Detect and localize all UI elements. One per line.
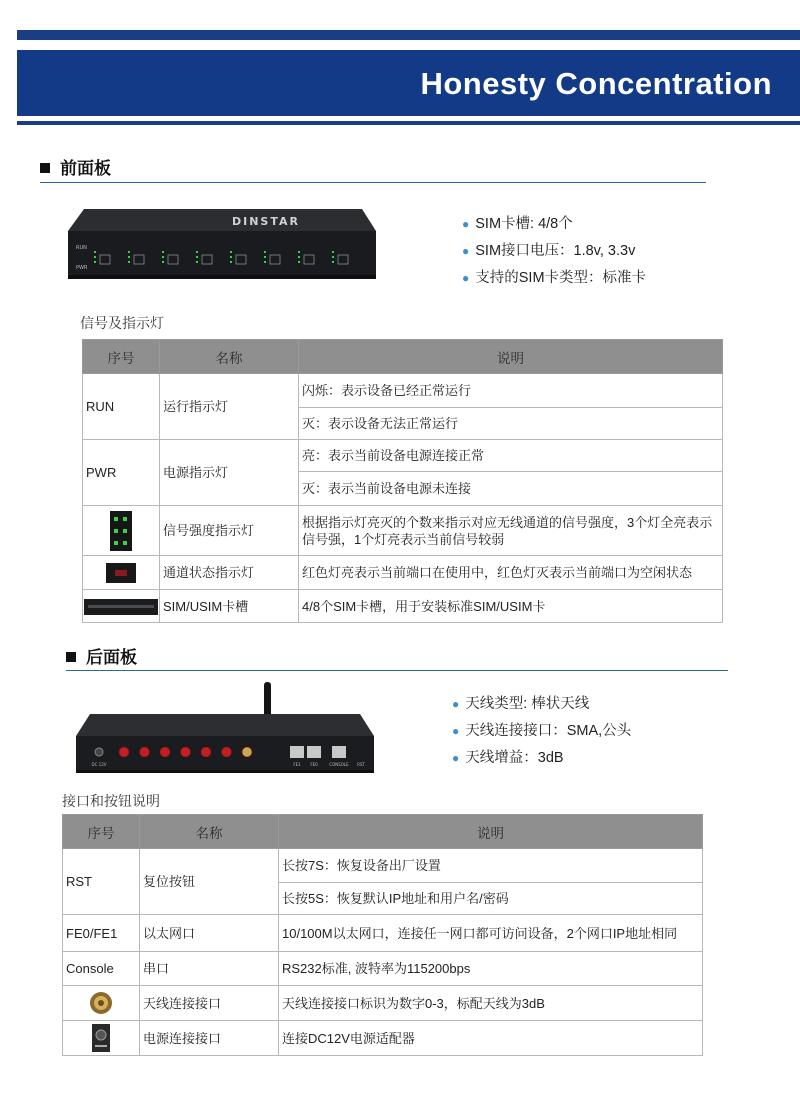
header-top-stripe bbox=[17, 30, 800, 40]
signal-led-mark bbox=[128, 251, 130, 253]
row-id-cell: FE0/FE1 bbox=[63, 915, 140, 952]
front-feature-item: ● SIM卡槽: 4/8个 bbox=[462, 216, 573, 232]
row-desc-cell: 天线连接接口标识为数字0-3，标配天线为3dB bbox=[279, 986, 703, 1021]
front-table-caption: 信号及指示灯 bbox=[80, 315, 164, 331]
row-icon-cell bbox=[83, 590, 160, 623]
table-row bbox=[83, 590, 723, 623]
row-desc-cell: 灭：表示当前设备电源未连接 bbox=[299, 472, 723, 506]
back-feature-item: ● 天线连接接口：SMA,公头 bbox=[452, 723, 632, 739]
signal-led-mark bbox=[128, 256, 130, 258]
back-spec-table bbox=[62, 814, 703, 1056]
signal-led-mark bbox=[298, 256, 300, 258]
row-id-cell: Console bbox=[63, 952, 140, 986]
antenna-port-mark bbox=[181, 747, 191, 757]
signal-led-mark bbox=[162, 251, 164, 253]
table-row bbox=[83, 440, 723, 472]
row-desc-cell: 4/8个SIM卡槽，用于安装标准SIM/USIM卡 bbox=[299, 590, 723, 623]
row-name-cell: 天线连接接口 bbox=[140, 986, 279, 1021]
table-header-row bbox=[83, 340, 723, 374]
front-device-logo: DINSTAR bbox=[232, 215, 300, 228]
back-table-caption: 接口和按钮说明 bbox=[62, 793, 160, 809]
signal-led-mark bbox=[196, 251, 198, 253]
table-row bbox=[63, 915, 703, 952]
row-desc-cell: 亮：表示当前设备电源连接正常 bbox=[299, 440, 723, 472]
back-device-label-rst: RST bbox=[357, 762, 365, 767]
row-id-cell: PWR bbox=[83, 440, 160, 506]
column-header: 名称 bbox=[160, 340, 299, 374]
channel-led-icon bbox=[106, 563, 136, 583]
table-row bbox=[63, 986, 703, 1021]
column-header: 说明 bbox=[279, 815, 703, 849]
antenna-port-mark bbox=[140, 747, 150, 757]
table-row bbox=[63, 1021, 703, 1056]
row-name-cell: 通道状态指示灯 bbox=[160, 556, 299, 590]
row-icon-cell bbox=[83, 556, 160, 590]
front-panel-device-image bbox=[66, 205, 378, 285]
back-panel-device-image bbox=[72, 682, 376, 782]
antenna-port-mark bbox=[201, 747, 211, 757]
front-panel-title: 前面板 bbox=[40, 154, 111, 179]
row-name-cell: 串口 bbox=[140, 952, 279, 986]
header-bottom-stripe bbox=[17, 121, 800, 125]
row-name-cell: 电源指示灯 bbox=[160, 440, 299, 506]
row-name-cell: 复位按钮 bbox=[140, 849, 279, 915]
column-header: 序号 bbox=[63, 815, 140, 849]
row-desc-cell: 红色灯亮表示当前端口在使用中，红色灯灭表示当前端口为空闲状态 bbox=[299, 556, 723, 590]
signal-led-mark bbox=[230, 251, 232, 253]
row-icon-cell bbox=[63, 986, 140, 1021]
table-row bbox=[83, 556, 723, 590]
back-panel-title: 后面板 bbox=[66, 643, 137, 668]
signal-led-mark bbox=[196, 261, 198, 263]
signal-led-icon bbox=[110, 511, 132, 551]
section-square-icon bbox=[40, 163, 50, 173]
section-square-icon bbox=[66, 652, 76, 662]
front-feature-list bbox=[462, 211, 646, 292]
row-name-cell: 以太网口 bbox=[140, 915, 279, 952]
row-id-cell: RUN bbox=[83, 374, 160, 440]
row-desc-cell: RS232标准, 波特率为115200bps bbox=[279, 952, 703, 986]
antenna-port-mark bbox=[242, 747, 252, 757]
row-name-cell: 信号强度指示灯 bbox=[160, 506, 299, 556]
signal-led-mark bbox=[264, 251, 266, 253]
row-name-cell: 运行指示灯 bbox=[160, 374, 299, 440]
row-desc-cell: 长按7S：恢复设备出厂设置 bbox=[279, 849, 703, 883]
signal-led-mark bbox=[264, 256, 266, 258]
back-feature-item: ● 天线类型: 棒状天线 bbox=[452, 696, 590, 712]
row-id-cell: RST bbox=[63, 849, 140, 915]
row-desc-cell: 10/100M以太网口，连接任一网口都可访问设备，2个网口IP地址相同 bbox=[279, 915, 703, 952]
back-device-label-dc: DC 12V bbox=[91, 762, 107, 767]
table-header-row bbox=[63, 815, 703, 849]
signal-led-mark bbox=[332, 251, 334, 253]
table-row bbox=[63, 849, 703, 883]
front-device-label-run: RUN bbox=[76, 245, 87, 251]
front-spec-table bbox=[82, 339, 723, 623]
row-name-cell: 电源连接接口 bbox=[140, 1021, 279, 1056]
table-row bbox=[83, 374, 723, 408]
column-header: 说明 bbox=[299, 340, 723, 374]
signal-led-mark bbox=[230, 256, 232, 258]
signal-led-mark bbox=[94, 256, 96, 258]
row-desc-cell: 灭：表示设备无法正常运行 bbox=[299, 408, 723, 440]
antenna-port-mark bbox=[160, 747, 170, 757]
front-feature-item: ● 支持的SIM卡类型：标准卡 bbox=[462, 270, 647, 286]
table-row bbox=[63, 952, 703, 986]
back-device-label-fe1: FE1 bbox=[293, 762, 301, 767]
signal-led-mark bbox=[332, 256, 334, 258]
antenna-port-mark bbox=[222, 747, 232, 757]
row-desc-cell: 长按5S：恢复默认IP地址和用户名/密码 bbox=[279, 883, 703, 915]
signal-led-mark bbox=[298, 261, 300, 263]
back-device-label-console: CONSOLE bbox=[329, 762, 349, 767]
row-icon-cell bbox=[63, 1021, 140, 1056]
back-section-rule bbox=[66, 670, 728, 671]
signal-led-mark bbox=[94, 251, 96, 253]
column-header: 名称 bbox=[140, 815, 279, 849]
signal-led-mark bbox=[332, 261, 334, 263]
signal-led-mark bbox=[196, 256, 198, 258]
sim-slot-icon bbox=[84, 599, 158, 615]
antenna-port-mark bbox=[119, 747, 129, 757]
back-device-label-fe0: FE0 bbox=[310, 762, 318, 767]
signal-led-mark bbox=[298, 251, 300, 253]
power-connector-icon bbox=[92, 1024, 110, 1052]
signal-led-mark bbox=[128, 261, 130, 263]
row-desc-cell: 闪烁：表示设备已经正常运行 bbox=[299, 374, 723, 408]
front-section-rule bbox=[40, 182, 706, 183]
signal-led-mark bbox=[162, 261, 164, 263]
column-header: 序号 bbox=[83, 340, 160, 374]
signal-led-mark bbox=[162, 256, 164, 258]
row-name-cell: SIM/USIM卡槽 bbox=[160, 590, 299, 623]
brand-slogan: Honesty Concentration bbox=[420, 66, 772, 101]
row-desc-cell: 根据指示灯亮灭的个数来指示对应无线通道的信号强度，3个灯全亮表示信号强，1个灯亮表示当前信号较弱 bbox=[299, 506, 723, 556]
signal-led-mark bbox=[94, 261, 96, 263]
row-icon-cell bbox=[83, 506, 160, 556]
header-banner bbox=[17, 50, 800, 116]
signal-led-mark bbox=[264, 261, 266, 263]
table-row bbox=[83, 506, 723, 556]
signal-led-mark bbox=[230, 261, 232, 263]
front-feature-item: ● SIM接口电压：1.8v, 3.3v bbox=[462, 243, 636, 259]
back-feature-list bbox=[452, 691, 631, 772]
antenna-connector-icon bbox=[88, 989, 114, 1017]
front-device-label-pwr: PWR bbox=[76, 265, 88, 271]
row-desc-cell: 连接DC12V电源适配器 bbox=[279, 1021, 703, 1056]
back-feature-item: ● 天线增益：3dB bbox=[452, 750, 564, 766]
